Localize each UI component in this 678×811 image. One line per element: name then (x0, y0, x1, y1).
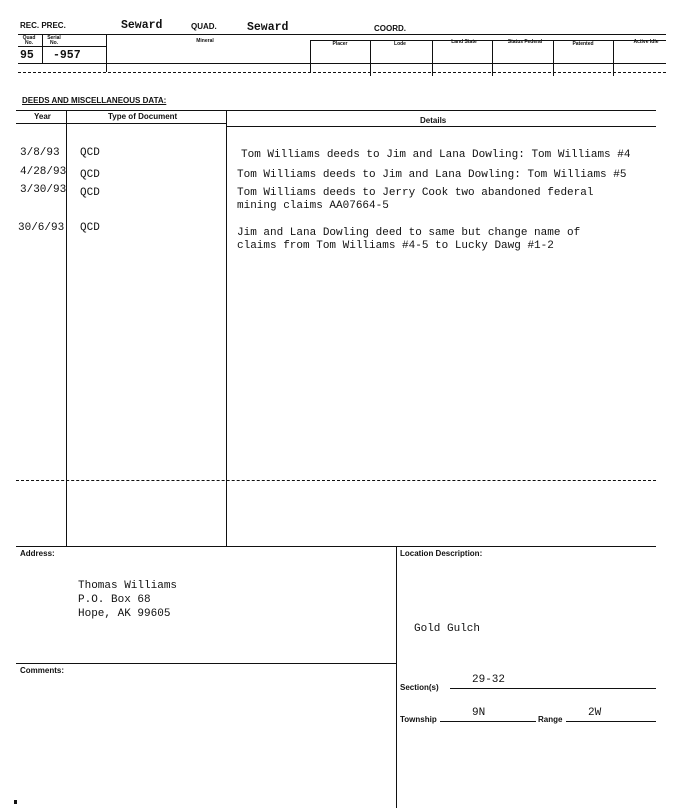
range-label: Range (538, 715, 563, 724)
row-type: QCD (80, 169, 100, 181)
grid-divider (310, 40, 311, 72)
row-detail-line: Jim and Lana Dowling deed to same but change name of (237, 227, 581, 239)
grid-divider (106, 34, 107, 72)
township-value: 9N (472, 707, 486, 719)
col-serial-no: Serial No. (47, 35, 61, 46)
coord-label: COORD. (374, 24, 406, 33)
grid-divider (553, 40, 554, 76)
col-active-idle: Active Idle (633, 39, 659, 45)
col-type: Type of Document (108, 112, 178, 121)
quad-no-value: 95 (20, 49, 34, 62)
header-rule-top (18, 34, 666, 35)
deeds-rule-top (16, 110, 656, 111)
range-underline (566, 721, 656, 722)
address-line: Hope, AK 99605 (78, 608, 171, 620)
section-label: Section(s) (400, 683, 439, 692)
col-placer: Placer (332, 41, 348, 47)
row-year: 30/6/93 (18, 222, 65, 234)
address-line: P.O. Box 68 (78, 594, 151, 606)
location-label: Location Description: (400, 549, 483, 558)
row-year: 4/28/93 (20, 166, 67, 178)
row-detail-line: Tom Williams deeds to Jerry Cook two abandoned federal (237, 187, 594, 199)
col-mineral: Mineral (196, 38, 214, 44)
grid-divider (42, 34, 43, 64)
comments-label: Comments: (20, 666, 65, 675)
scan-mark (14, 800, 17, 804)
rec-prec-value: Seward (121, 19, 163, 32)
row-type: QCD (80, 222, 100, 234)
col-lode: Lode (394, 41, 406, 47)
header-dash-rule (18, 72, 666, 73)
row-type: QCD (80, 187, 100, 199)
col-quad-no: Quad No. (22, 35, 36, 46)
deeds-section-title: DEEDS AND MISCELLANEOUS DATA: (22, 96, 167, 105)
quad-value: Seward (247, 21, 289, 34)
section-value: 29-32 (472, 674, 506, 686)
comments-rule (16, 663, 396, 664)
header-rule-bottom (18, 63, 666, 64)
rec-prec-label: REC. PREC. (20, 21, 66, 30)
location-value: Gold Gulch (414, 623, 481, 635)
section-underline (450, 688, 656, 689)
range-value: 2W (588, 707, 602, 719)
col-status-federal: Status Federal (507, 39, 543, 45)
row-type: QCD (80, 147, 100, 159)
grid-divider (492, 40, 493, 76)
lower-rule-top (16, 546, 656, 547)
row-year: 3/8/93 (20, 147, 60, 159)
quad-label: QUAD. (191, 22, 217, 31)
township-label: Township (400, 715, 437, 724)
col-details: Details (420, 116, 447, 125)
grid-divider (432, 40, 433, 76)
deeds-rule-sub-right (226, 126, 656, 127)
row-detail-line: Tom Williams deeds to Jim and Lana Dowling: Tom Williams #4 (241, 149, 631, 161)
deeds-dash-rule (16, 480, 656, 481)
row-detail-line: Tom Williams deeds to Jim and Lana Dowling: Tom Williams #5 (237, 169, 627, 181)
township-underline (440, 721, 536, 722)
serial-no-value: -957 (53, 49, 81, 62)
header-rule-mid (310, 40, 666, 41)
address-label: Address: (20, 549, 55, 558)
header-subrule (18, 46, 106, 47)
lower-divider (396, 546, 397, 808)
grid-divider (613, 40, 614, 76)
row-detail-line: claims from Tom Williams #4-5 to Lucky Dawg #1-2 (237, 240, 554, 252)
col-land-state: Land State (451, 39, 477, 45)
address-line: Thomas Williams (78, 580, 178, 592)
row-year: 3/30/93 (20, 184, 67, 196)
row-detail-line: mining claims AA07664-5 (237, 200, 389, 212)
col-year: Year (34, 112, 51, 121)
grid-divider (370, 40, 371, 76)
deeds-rule-sub (16, 123, 226, 124)
col-patented: Patented (572, 41, 594, 47)
